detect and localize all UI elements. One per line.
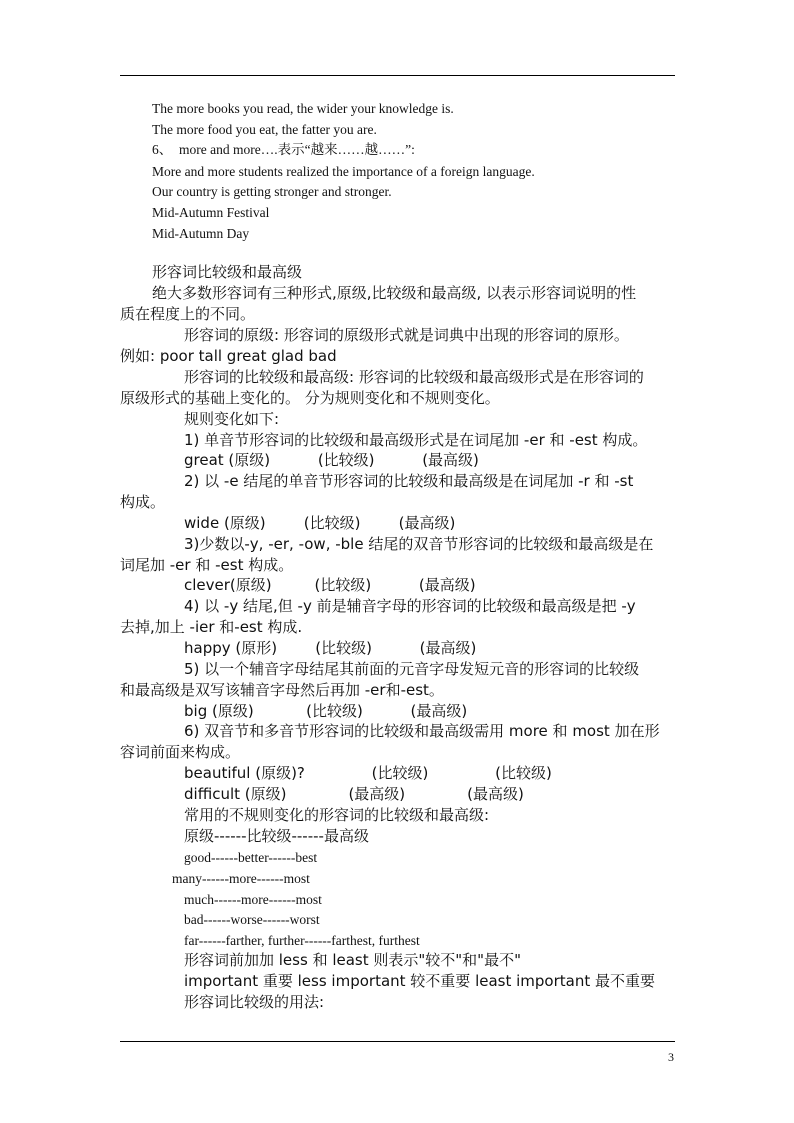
text-line: difficult (原级) (最高级) (最高级) (184, 785, 524, 803)
text-line: 质在程度上的不同。 (120, 305, 256, 323)
text-line: 例如: poor tall great glad bad (120, 347, 337, 365)
footer-rule (120, 1041, 675, 1042)
text-line: 1) 单音节形容词的比较级和最高级形式是在词尾加 -er 和 -est 构成。 (184, 431, 648, 449)
text-line: 形容词前加加 less 和 least 则表示"较不"和"最不" (184, 951, 521, 969)
text-line: The more books you read, the wider your knowledge is. (152, 101, 454, 116)
text-line: Mid-Autumn Festival (152, 205, 270, 220)
text-line: far------farther, further------farthest, furthest (184, 933, 420, 948)
text-line: beautiful (原级)? (比较级) (比较级) (184, 764, 552, 782)
text-line: 2) 以 -e 结尾的单音节形容词的比较级和最高级是在词尾加 -r 和 -st (184, 472, 634, 490)
text-line: 4) 以 -y 结尾,但 -y 前是辅音字母的形容词的比较级和最高级是把 -y (184, 597, 636, 615)
text-line: 形容词的原级: 形容词的原级形式就是词典中出现的形容词的原形。 (184, 326, 629, 344)
page-number: 3 (668, 1050, 674, 1064)
text-line: much------more------most (184, 892, 322, 907)
text-line: big (原级) (比较级) (最高级) (184, 702, 468, 720)
text-line: 词尾加 -er 和 -est 构成。 (120, 556, 294, 574)
text-line: Mid-Autumn Day (152, 226, 250, 241)
text-line: bad------worse------worst (184, 912, 320, 927)
text-line: 规则变化如下: (184, 410, 280, 428)
text-line: good------better------best (184, 850, 318, 865)
text-line: 常用的不规则变化的形容词的比较级和最高级: (184, 806, 490, 824)
header-rule (120, 75, 675, 76)
text-line: 去掉,加上 -ier 和-est 构成. (120, 618, 303, 636)
text-line: 构成。 (120, 493, 166, 511)
text-line: important 重要 less important 较不重要 least important 最不重要 (184, 972, 656, 990)
text-line: 容词前面来构成。 (120, 743, 241, 761)
text-line: 和最高级是双写该辅音字母然后再加 -er和-est。 (120, 681, 444, 699)
text-line: clever(原级) (比较级) (最高级) (184, 576, 476, 594)
section-title: 形容词比较级和最高级 (152, 263, 303, 281)
text-line: 3)少数以-y, -er, -ow, -ble 结尾的双音节形容词的比较级和最高级是在 (184, 535, 654, 553)
text-line: 形容词比较级的用法: (184, 993, 325, 1011)
text-line: 原级形式的基础上变化的。 分为规则变化和不规则变化。 (120, 389, 500, 407)
text-line: 5) 以一个辅音字母结尾其前面的元音字母发短元音的形容词的比较级 (184, 660, 640, 678)
text-line: 形容词的比较级和最高级: 形容词的比较级和最高级形式是在形容词的 (184, 368, 644, 386)
text-line: 6、 more and more….表示“越来……越……”: (152, 142, 415, 157)
text-line: wide (原级) (比较级) (最高级) (184, 514, 456, 532)
text-line: 绝大多数形容词有三种形式,原级,比较级和最高级, 以表示形容词说明的性 (152, 284, 637, 302)
text-line: great (原级) (比较级) (最高级) (184, 451, 479, 469)
text-line: Our country is getting stronger and stronger. (152, 184, 392, 199)
text-line: 6) 双音节和多音节形容词的比较级和最高级需用 more 和 most 加在形 (184, 722, 660, 740)
text-line: More and more students realized the importance of a foreign language. (152, 164, 535, 179)
text-line: The more food you eat, the fatter you are. (152, 122, 377, 137)
text-line: many------more------most (172, 871, 310, 886)
text-line: 原级------比较级------最高级 (184, 827, 369, 845)
text-line: happy (原形) (比较级) (最高级) (184, 639, 477, 657)
